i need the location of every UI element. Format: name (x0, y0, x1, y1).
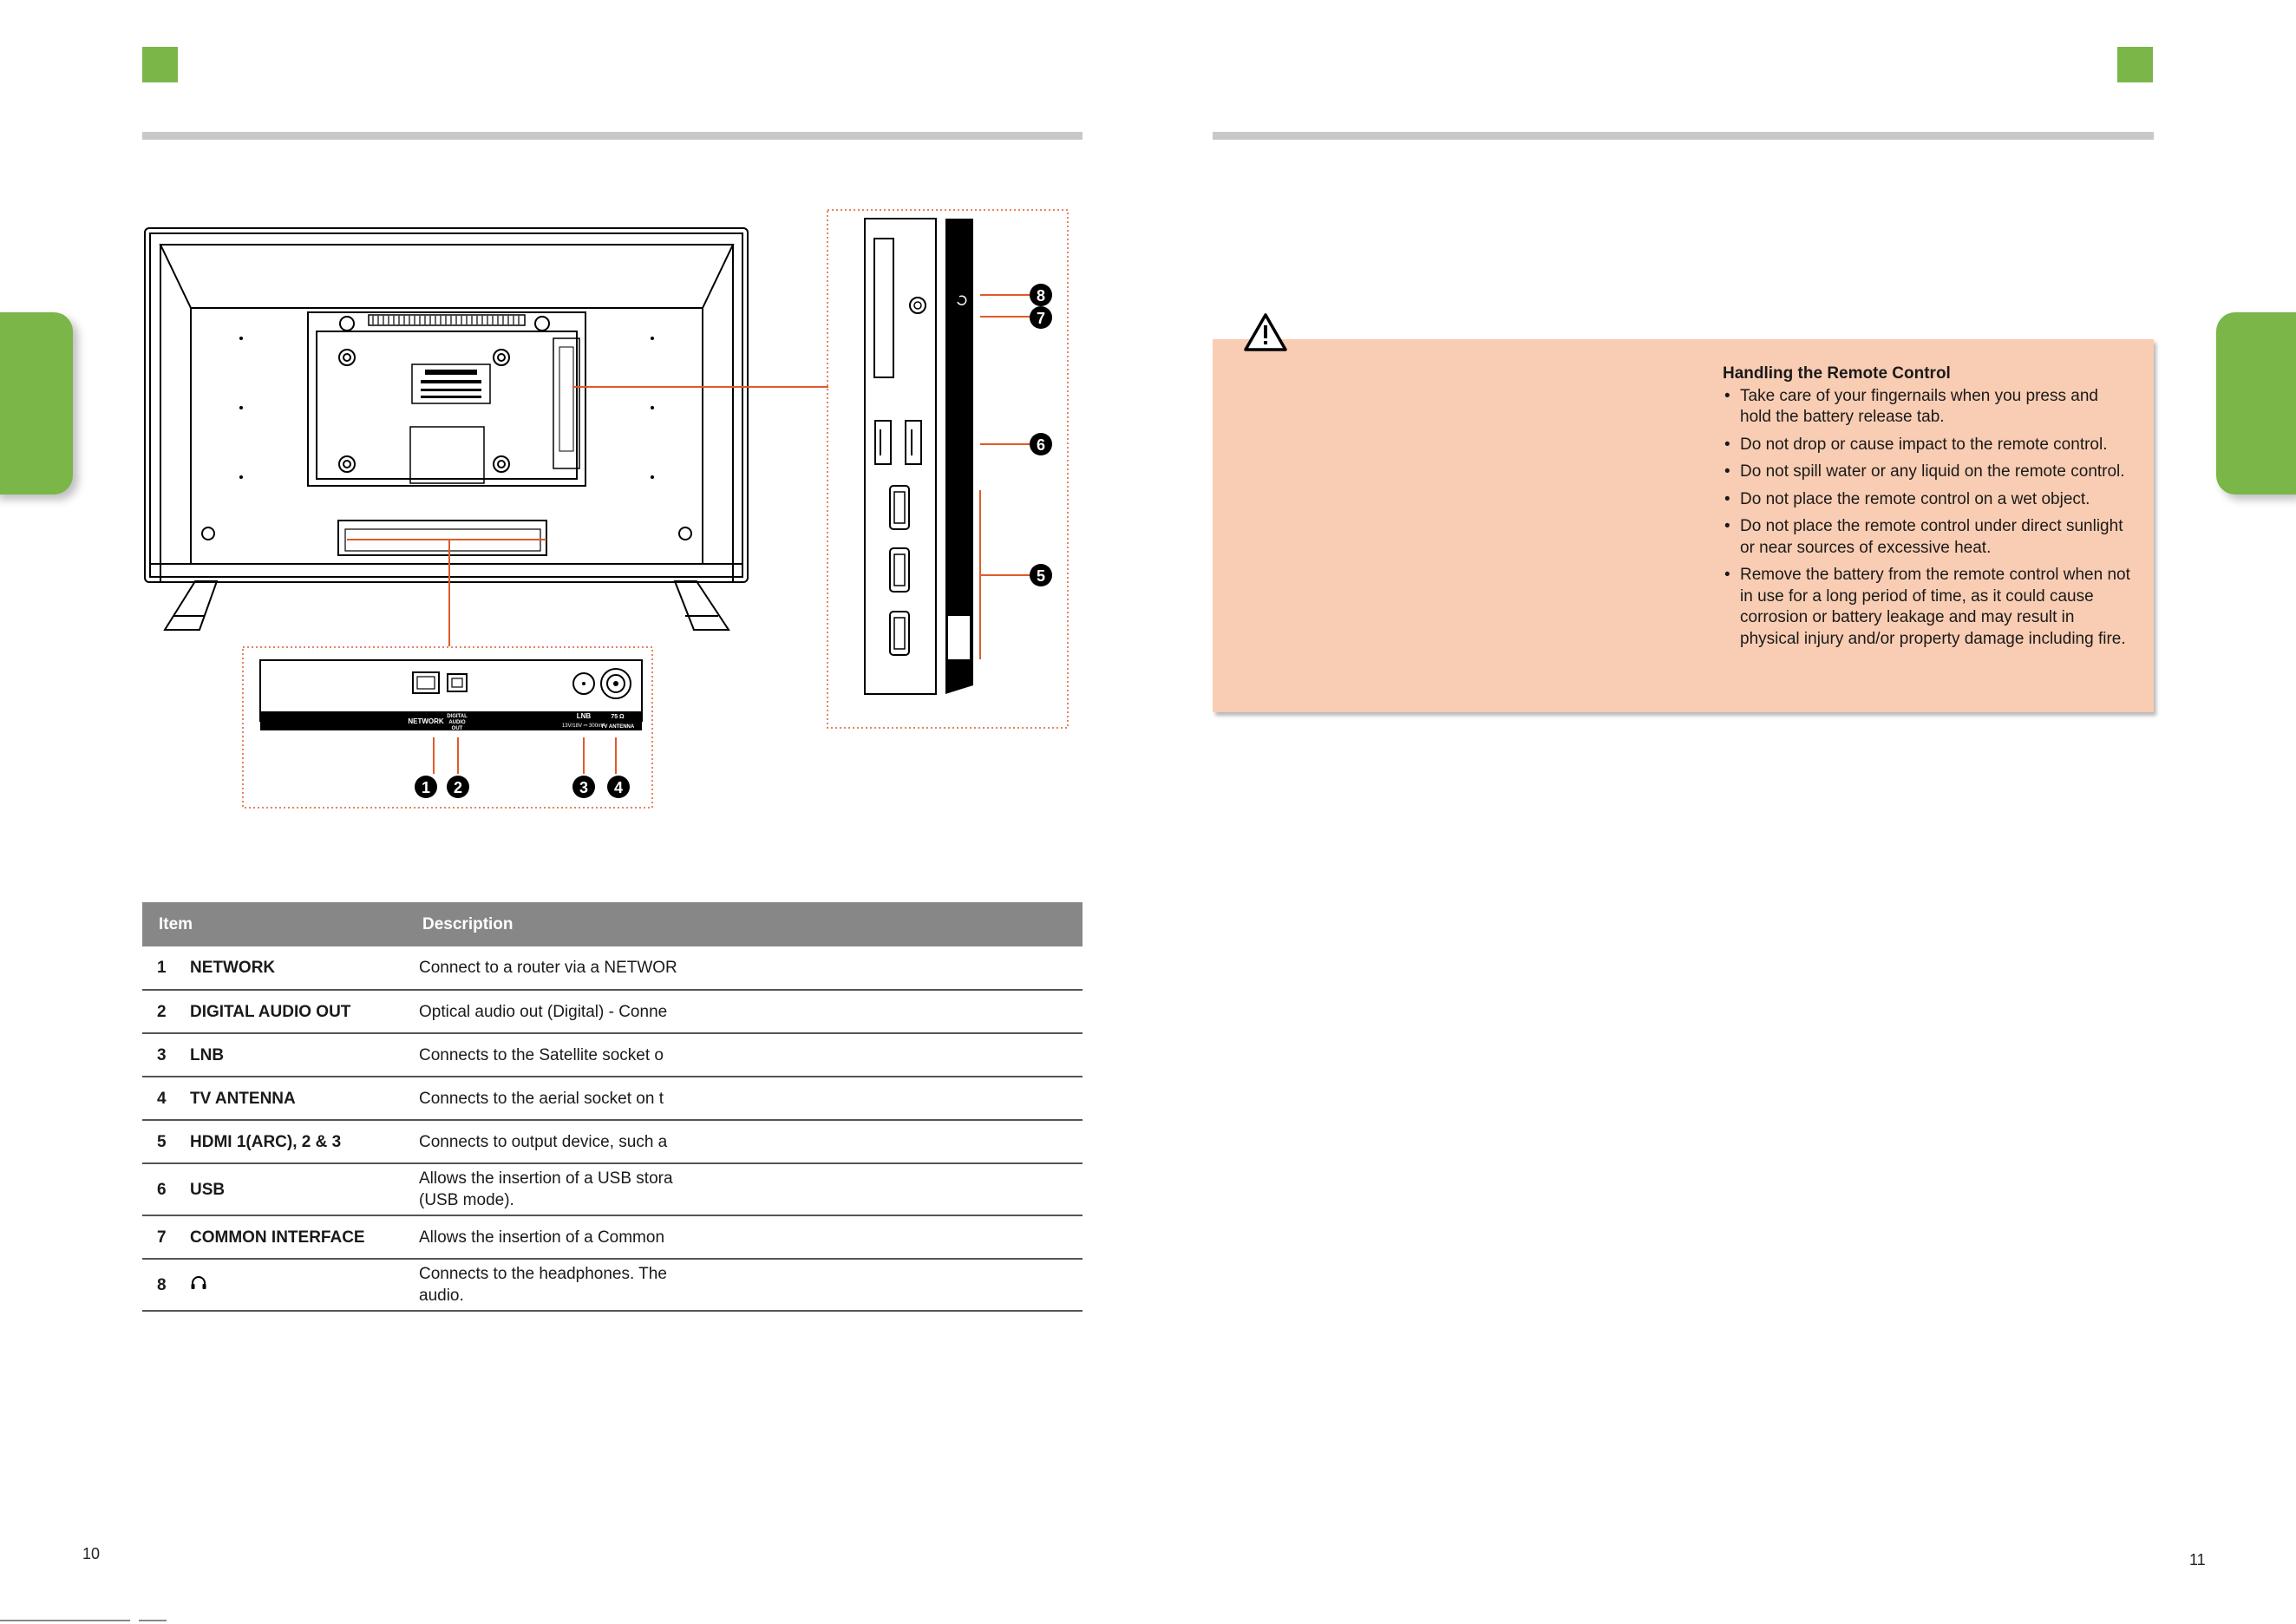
bottom-edge-line (0, 1620, 130, 1621)
bottom-edge-line-short (139, 1620, 167, 1621)
row-name: TV ANTENNA (190, 1077, 414, 1120)
table-row (142, 990, 1083, 1033)
item-column-header: Item (142, 902, 414, 946)
bottom-panel-detail (260, 660, 642, 731)
warning-title: Handling the Remote Control (1723, 364, 1951, 383)
row-name: NETWORK (190, 946, 414, 990)
tv-back-outline (145, 228, 748, 630)
row-name: HDMI 1(ARC), 2 & 3 (190, 1120, 414, 1163)
row-description (414, 1259, 1083, 1311)
right-side-tab (2216, 312, 2296, 494)
row-number: 4 (142, 1077, 190, 1120)
left-header-rule (142, 132, 1083, 140)
row-name-icon-cell (190, 1259, 414, 1311)
row-number: 5 (142, 1120, 190, 1163)
table-header-row (142, 902, 1083, 946)
row-name: USB (190, 1163, 414, 1215)
row-number: 1 (142, 946, 190, 990)
warning-triangle-icon (1243, 312, 1288, 352)
row-description: Allows the insertion of a Common (414, 1215, 1083, 1259)
right-page-number: 11 (2189, 1551, 2206, 1568)
row-number: 7 (142, 1215, 190, 1259)
out-label: OUT (451, 726, 463, 731)
left-page-number: 10 (82, 1545, 101, 1562)
left-side-tab (0, 312, 73, 494)
table-row (142, 1163, 1083, 1215)
warning-item: • Remove the battery from the remote control when not in use for a long period of time, as it could cause corrosion or battery leakage and may result in physical injury and/or property damage including fire. (1723, 565, 2130, 650)
row-description: Connects to output device, such a (414, 1120, 1083, 1163)
audio-label: AUDIO (448, 720, 466, 725)
table-row (142, 1259, 1083, 1311)
connections-table (142, 902, 1083, 1312)
warning-item: • Do not drop or cause impact to the remote control. (1723, 435, 2130, 456)
table-row (142, 1033, 1083, 1077)
row-name: DIGITAL AUDIO OUT (190, 990, 414, 1033)
row-name: LNB (190, 1033, 414, 1077)
callout-7: 7 (1036, 310, 1046, 327)
warning-content (1723, 363, 2130, 656)
callout-6: 6 (1036, 436, 1046, 454)
headphones-icon (190, 1274, 207, 1290)
callout-8: 8 (1036, 287, 1046, 304)
digital-label: DIGITAL (447, 714, 468, 719)
table-row (142, 1077, 1083, 1120)
lnb-label: LNB (576, 712, 592, 720)
row-description: Connects to the aerial socket on t (414, 1077, 1083, 1120)
callout-leaders (347, 295, 1038, 774)
row-description: Connects to the Satellite socket o (414, 1033, 1083, 1077)
left-page-marker (142, 47, 178, 82)
warning-item: • Do not place the remote control on a wet object. (1723, 489, 2130, 511)
tv-rear-diagram (139, 200, 1076, 815)
side-panel-detail (865, 219, 973, 694)
warning-item: • Do not place the remote control under direct sunlight or near sources of excessive heat. (1723, 516, 2130, 559)
row-description-line: audio. (419, 1287, 464, 1305)
callout-1: 1 (421, 779, 431, 796)
callout-3: 3 (579, 779, 589, 796)
row-description: Optical audio out (Digital) - Conne (414, 990, 1083, 1033)
row-description-line: Allows the insertion of a USB stora (419, 1169, 673, 1188)
row-description (414, 1163, 1083, 1215)
network-label: NETWORK (408, 717, 444, 725)
table-row (142, 1215, 1083, 1259)
right-header-rule (1213, 132, 2154, 140)
warning-list (1723, 386, 2130, 651)
callout-2: 2 (453, 779, 463, 796)
warning-item: • Do not spill water or any liquid on the remote control. (1723, 462, 2130, 483)
callout-4: 4 (613, 779, 624, 796)
right-page-marker (2117, 47, 2153, 82)
row-number: 6 (142, 1163, 190, 1215)
lnb-spec-label: 13V/18V ⎓ 300mA (561, 724, 606, 729)
antenna-ohm-label: 75 Ω (611, 714, 625, 720)
table-row (142, 1120, 1083, 1163)
row-number: 8 (142, 1259, 190, 1311)
row-description-line: Connects to the headphones. The (419, 1265, 667, 1283)
tv-antenna-label: TV ANTENNA (600, 724, 635, 730)
row-number: 2 (142, 990, 190, 1033)
row-number: 3 (142, 1033, 190, 1077)
warning-item: • Take care of your fingernails when you press and hold the battery release tab. (1723, 386, 2130, 429)
row-name: COMMON INTERFACE (190, 1215, 414, 1259)
row-description-line: (USB mode). (419, 1191, 514, 1209)
row-description: Connect to a router via a NETWOR (414, 946, 1083, 990)
table-row (142, 946, 1083, 990)
description-column-header: Description (414, 902, 1083, 946)
callout-5: 5 (1036, 567, 1046, 585)
